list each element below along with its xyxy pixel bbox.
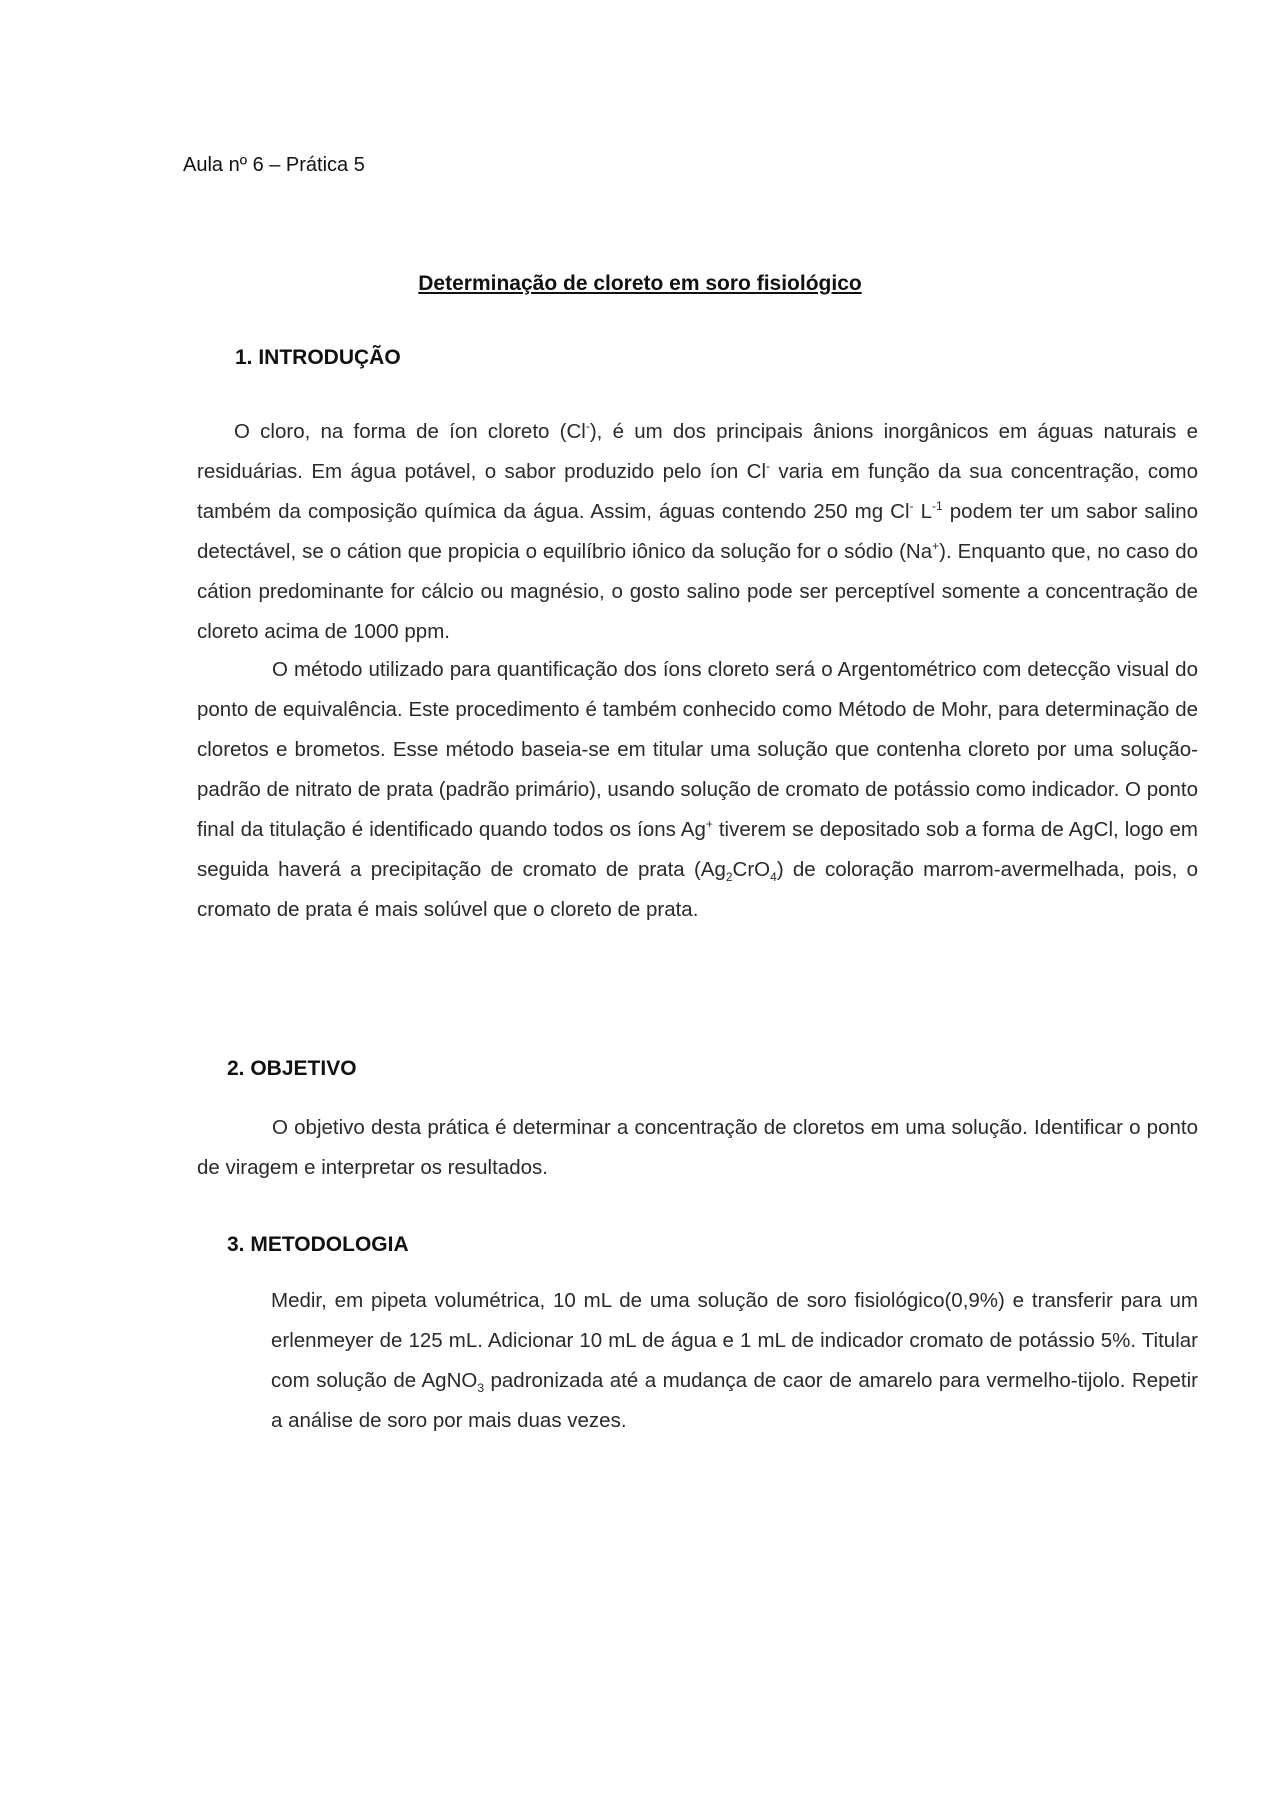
section-heading-introducao: 1. INTRODUÇÃO bbox=[235, 346, 401, 369]
objetivo-paragraph: O objetivo desta prática é determinar a concentração de cloretos em uma solução. Identificar o ponto de viragem e interpretar os resultados. bbox=[197, 1116, 1198, 1179]
metodologia-paragraph: Medir, em pipeta volumétrica, 10 mL de uma solução de soro fisiológico(0,9%) e transferir para um erlenmeyer de 125 mL. Adicionar 10 mL de água e 1 mL de indicador cromato de potássio 5%. Titular com solução de AgNO$_3$ padronizada até a mudança de caor de amarelo para vermelho-tijolo. Repetir a análise de soro por mais duas vezes. bbox=[271, 1289, 1198, 1432]
course-header: Aula nº 6 – Prática 5 bbox=[183, 154, 365, 176]
introducao-paragraph-2: O método utilizado para quantificação dos íons cloreto será o Argentométrico com detecção visual do ponto de equivalência. Este procedimento é também conhecido como Método de Mohr, para determinação de cloretos e brometos. Esse método baseia-se em titular uma solução que contenha cloreto por uma solução-padrão de nitrato de prata (padrão primário), usando solução de cromato de potássio como indicador. O ponto final da titulação é identificado quando todos os íons Ag+ tiverem se depositado sob a forma de AgCl, logo em seguida haverá a precipitação de cromato de prata $(Ag_2CrO_4)$ de coloração marrom-avermelhada, pois, o cromato de prata é mais solúvel que o cloreto de prata. bbox=[197, 658, 1199, 921]
section-heading-objetivo: 2. OBJETIVO bbox=[227, 1057, 357, 1080]
introducao-paragraph-1: O cloro, na forma de íon cloreto (Cl-), é um dos principais ânions inorgânicos em águas naturais e residuárias. Em água potável, o sabor produzido pelo íon Cl- varia em função da sua concentração, como também da composição química da água. Assim, águas contendo 250 mg Cl- $L^{-1}$ podem ter um sabor salino detectável, se o cátion que propicia o equilíbrio iônico da solução for o sódio (Na+). Enquanto que, no caso do cátion predominante for cálcio ou magnésio, o gosto salino pode ser perceptível somente a concentração de cloreto acima de 1000 ppm. bbox=[197, 419, 1199, 643]
document-title: Determinação de cloreto em soro fisiológico bbox=[418, 272, 862, 295]
section-heading-metodologia: 3. METODOLOGIA bbox=[227, 1233, 409, 1256]
